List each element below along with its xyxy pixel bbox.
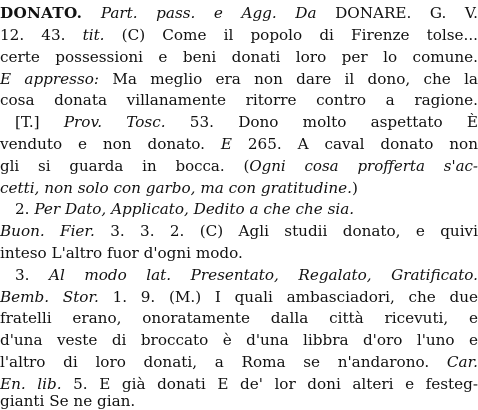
text-segment: [T.] [15, 113, 64, 131]
entry-line [0, 46, 478, 68]
text-segment: (C) Come il popolo di Firenze tolse... [104, 26, 478, 44]
text-segment: gianti Se ne gian. [0, 392, 136, 410]
text-segment: cosa donata villanamente ritorre contro a ragione. [0, 91, 478, 109]
sense-definition: Per Dato, Applicato, Dedito a che che sia. [34, 200, 355, 218]
text-segment: 1. 9. (M.) I quali ambasciadori, che due [98, 288, 478, 306]
sense-number: 3. [15, 266, 50, 284]
text-segment: DONARE. G. V. [316, 4, 478, 22]
entry-line [0, 68, 478, 90]
citation-source: E [220, 135, 232, 153]
text-segment: 265. A caval donato non [232, 135, 478, 153]
citation-source: tit. [82, 26, 105, 44]
citation-source: Bemb. Stor. [0, 288, 99, 306]
citation-source: Prov. Tosc. [63, 113, 166, 131]
text-segment: venduto e non donato. [0, 135, 221, 153]
entry-line [0, 329, 478, 351]
headword: DONATO. [0, 4, 83, 22]
entry-line [0, 24, 478, 46]
text-segment: fratelli erano, onoratamente dalla città ricevuti, e [0, 309, 478, 327]
entry-line [0, 111, 478, 133]
entry-line [0, 155, 478, 177]
text-segment: inteso L'altro fuor d'ogni modo. [0, 244, 243, 262]
sense-number: 2. [15, 200, 35, 218]
citation-source: Car. [446, 353, 478, 371]
sense-definition: Al modo lat. Presentato, Regalato, Gratificato. [49, 266, 478, 284]
entry-line [0, 264, 478, 286]
text-segment: 53. Dono molto aspettato È [165, 113, 478, 131]
entry-line [0, 393, 478, 409]
text-segment [82, 4, 101, 22]
text-segment: 5. E già donati E de' lor doni alteri e festeg- [61, 375, 478, 393]
entry-line [0, 177, 478, 199]
text-segment: 12. 43. [0, 26, 83, 44]
citation-source: En. lib. [0, 375, 62, 393]
entry-line [0, 286, 478, 308]
citation-source: E appresso: [0, 70, 99, 88]
entry-line [0, 351, 478, 373]
entry-line [0, 242, 478, 264]
entry-line [0, 2, 478, 24]
text-segment: gli si guarda in bocca. ( [0, 157, 250, 175]
entry-line [0, 307, 478, 329]
text-segment: 3. 3. 2. (C) Agli studii donato, e quivi [94, 222, 478, 240]
text-segment: certe possessioni e beni donati loro per lo comune. [0, 48, 478, 66]
entry-line [0, 198, 478, 220]
text-segment: Ma meglio era non dare il dono, che la [99, 70, 478, 88]
text-segment: l'altro di loro donati, a Roma se n'andarono. [0, 353, 447, 371]
entry-line [0, 220, 478, 242]
gloss-text: Ogni cosa profferta s'ac- [249, 157, 478, 175]
gloss-text: cetti, non solo con garbo, ma con gratitudine. [0, 179, 352, 197]
entry-line [0, 89, 478, 111]
citation-source: Buon. Fier. [0, 222, 95, 240]
grammar-label: Part. pass. e Agg. Da [100, 4, 317, 22]
text-segment: ) [351, 179, 358, 197]
text-segment: d'una veste di broccato è d'una libbra d'oro l'uno e [0, 331, 478, 349]
entry-line [0, 133, 478, 155]
